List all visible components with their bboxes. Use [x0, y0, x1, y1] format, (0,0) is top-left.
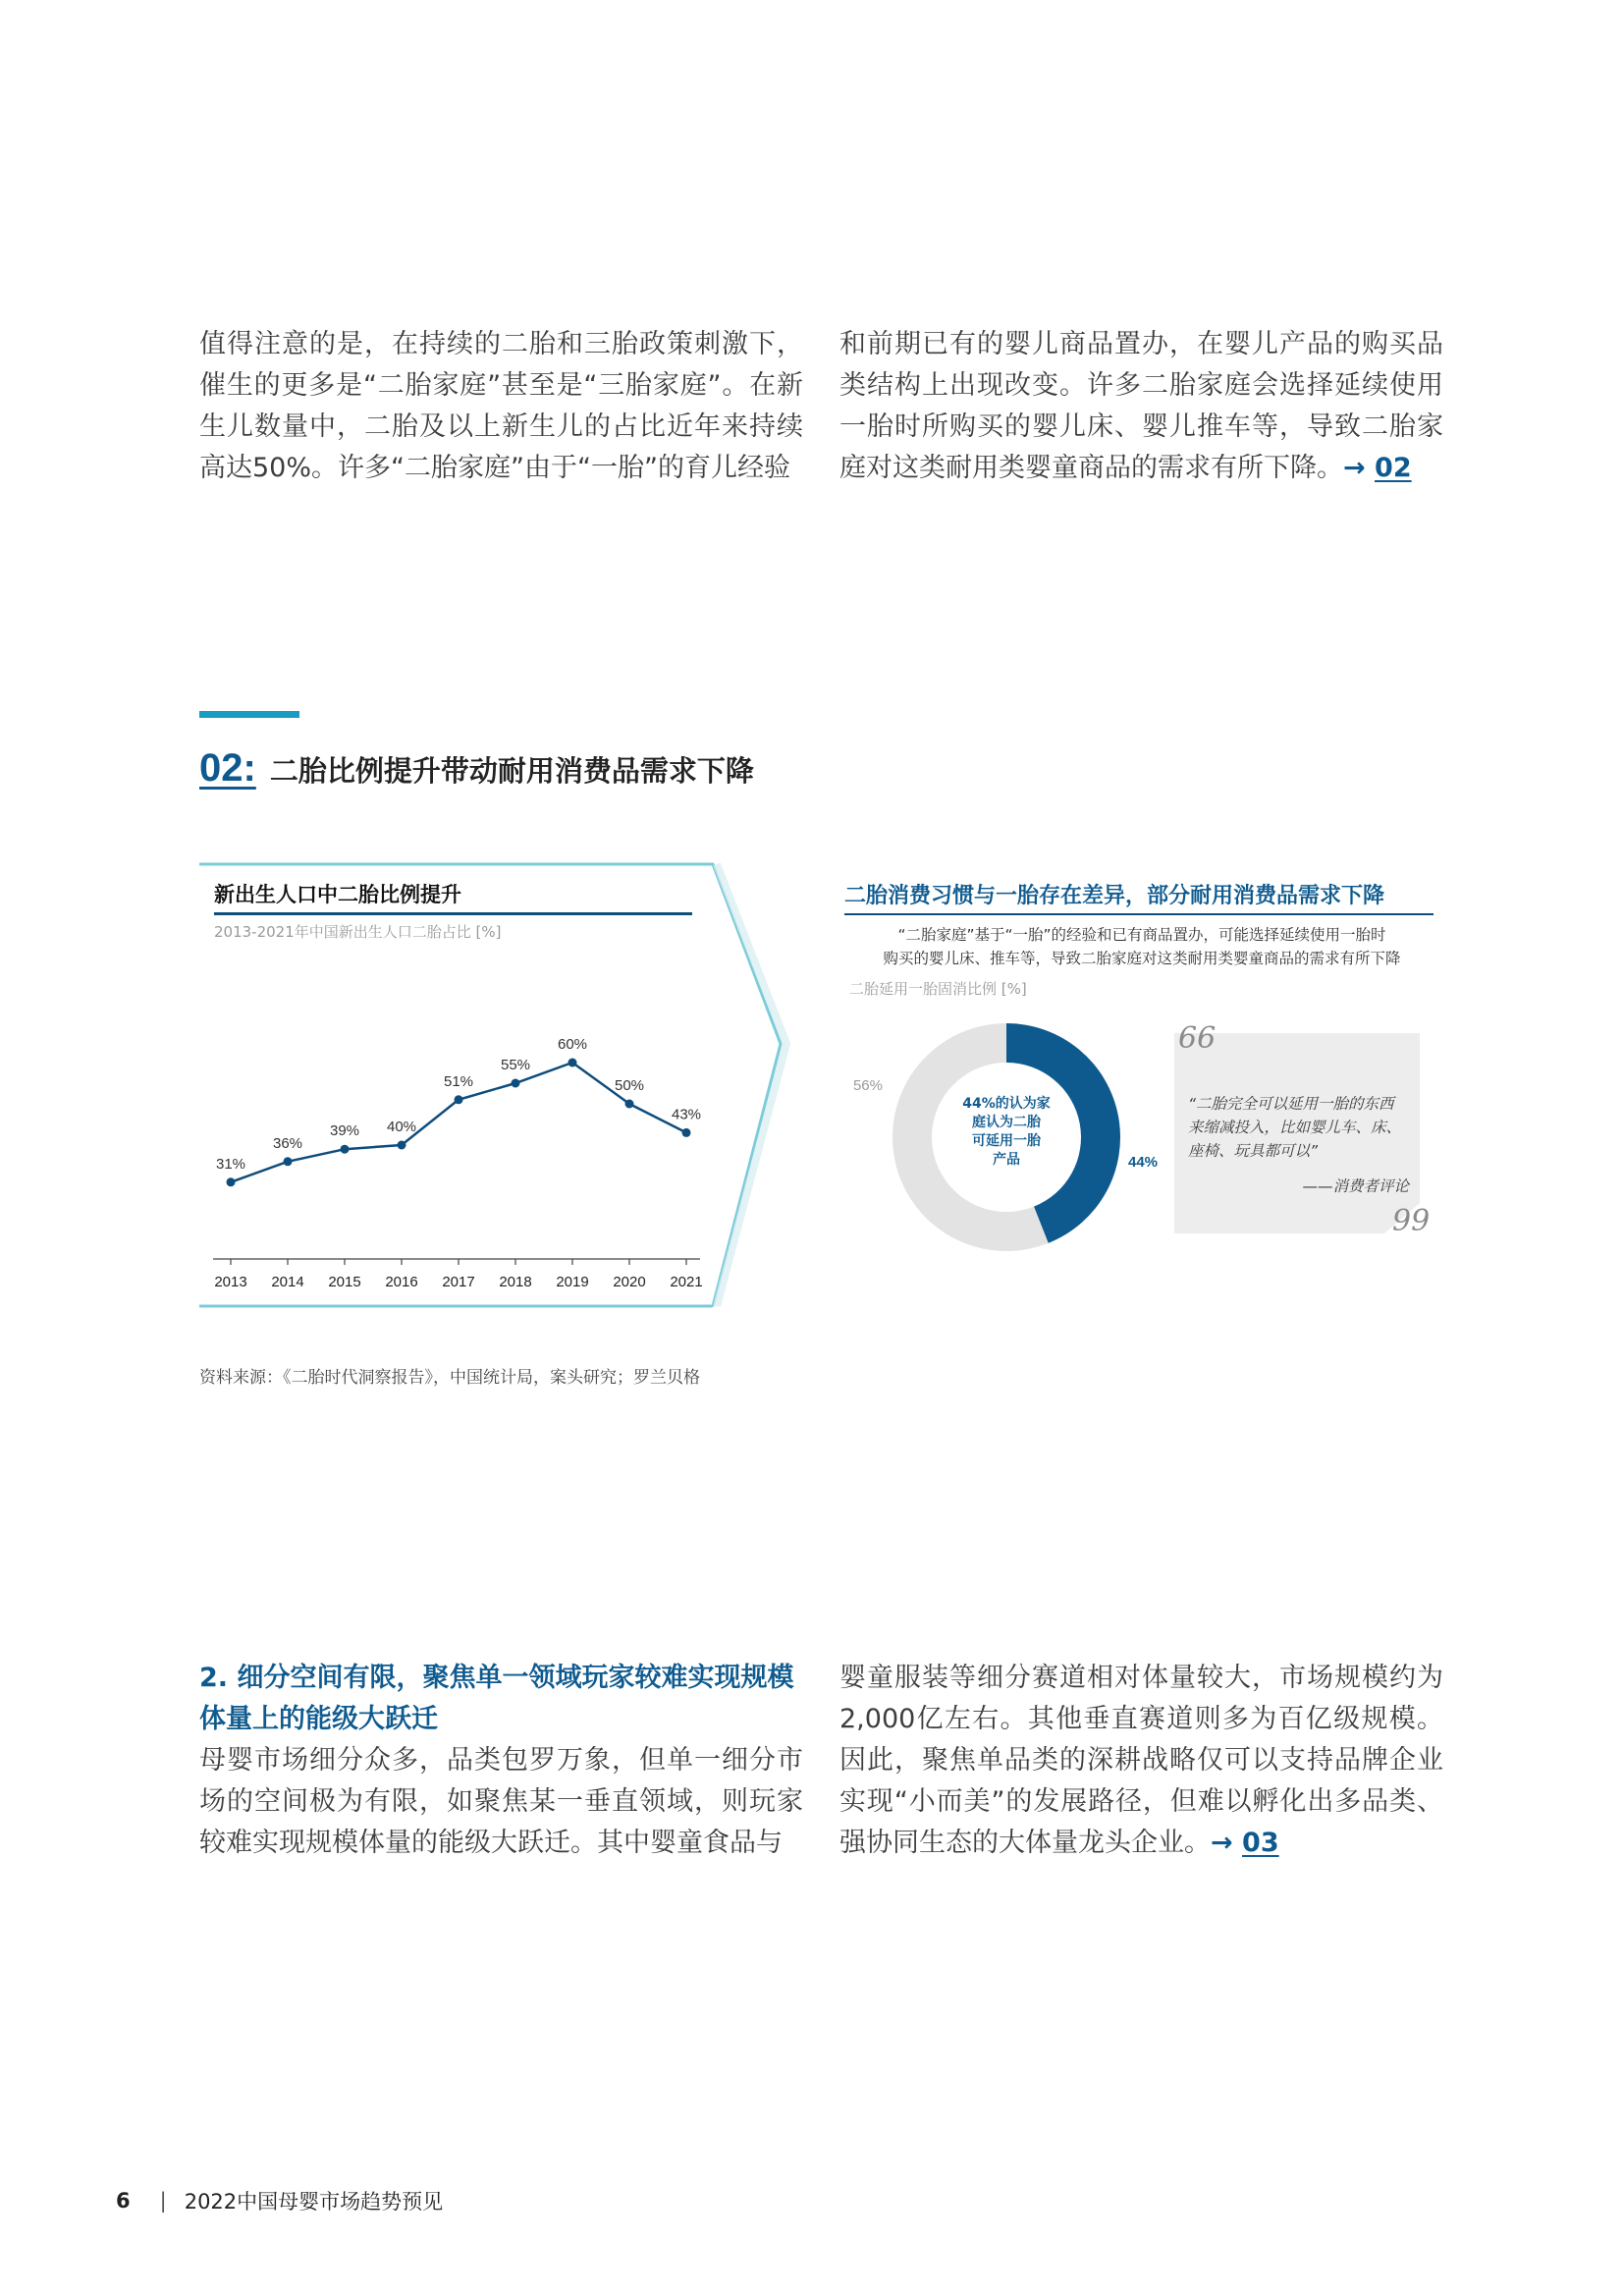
data-point: [341, 1145, 350, 1154]
line-chart: [199, 943, 730, 1296]
x-tick-label: 2015: [328, 1274, 361, 1290]
data-point: [398, 1141, 406, 1150]
data-point: [625, 1100, 634, 1109]
subsection-heading: 2. 细分空间有限，聚焦单一领域玩家较难实现规模体量上的能级大跃迁: [199, 1663, 794, 1734]
arrow-right-icon: →: [1343, 453, 1366, 483]
intro-paragraph-right: [839, 324, 1443, 489]
data-label: 60%: [557, 1036, 588, 1053]
donut-panel-title: 二胎消费习惯与一胎存在差异，部分耐用消费品需求下降: [844, 884, 1385, 908]
data-label: 36%: [272, 1134, 303, 1152]
footer-title: 2022中国母婴市场趋势预见: [184, 2190, 444, 2214]
donut-center-text: 庭认为二胎: [972, 1115, 1041, 1130]
intro-left-text: 值得注意的是，在持续的二胎和三胎政策刺激下，催生的更多是“二胎家庭”甚至是“三胎家庭”。在新生儿数量中，二胎及以上新生儿的占比近年来持续高达50%。许多“二胎家庭”由于“一胎”的育儿经验: [199, 329, 803, 483]
page-footer: [116, 2186, 443, 2215]
intro-paragraph-left: [199, 324, 803, 489]
line-chart-subtitle: 2013-2021年中国新出生人口二胎占比 [%]: [214, 923, 502, 941]
x-tick-label: 2016: [385, 1274, 418, 1290]
section-title: 二胎比例提升带动耐用消费品需求下降: [269, 754, 754, 788]
link-label: 03: [1242, 1828, 1279, 1858]
donut-label-primary: 44%: [1128, 1154, 1159, 1171]
section-heading: [199, 746, 754, 797]
x-tick-label: 2017: [442, 1274, 475, 1290]
intro-right-text: 和前期已有的婴儿商品置办，在婴儿产品的购买品类结构上出现改变。许多二胎家庭会选择延续使用一胎时所购买的婴儿床、婴儿推车等，导致二胎家庭对这类耐用类婴童商品的需求有所下降。: [839, 329, 1443, 483]
line-chart-title: 新出生人口中二胎比例提升: [214, 883, 461, 906]
data-label: 55%: [500, 1057, 531, 1073]
data-label: 43%: [671, 1106, 702, 1123]
section2-paragraph-left: [199, 1740, 803, 1864]
section2-right-text: 婴童服装等细分赛道相对体量较大，市场规模约为2,000亿左右。其他垂直赛道则多为百亿级规模。因此，聚焦单品类的深耕战略仅可以支持品牌企业实现“小而美”的发展路径，但难以孵化出多品类、强协同生态的大体量龙头企业。: [839, 1663, 1443, 1858]
section-number: 02:: [199, 746, 256, 790]
data-label: 39%: [329, 1122, 360, 1140]
quote-attribution: ——消费者评论: [1302, 1177, 1409, 1195]
x-tick-label: 2020: [613, 1274, 646, 1290]
x-tick-label: 2021: [670, 1274, 703, 1290]
data-point: [512, 1079, 520, 1088]
donut-center-text: 产品: [993, 1152, 1020, 1168]
link-label: 02: [1375, 453, 1412, 483]
quote-text: “二胎完全可以延用一胎的东西来缩减投入，比如婴儿车、床、座椅、玩具都可以”: [1188, 1095, 1402, 1160]
donut-panel-rule: [844, 913, 1434, 915]
description-line: 购买的婴儿床、推车等，导致二胎家庭对这类耐用类婴童商品的需求有所下降: [883, 950, 1401, 967]
data-label: 31%: [215, 1155, 246, 1173]
source-note: 资料来源：《二胎时代洞察报告》，中国统计局，案头研究；罗兰贝格: [199, 1368, 700, 1388]
data-point: [455, 1095, 463, 1104]
footer-separator: |: [159, 2189, 167, 2213]
data-point: [227, 1177, 236, 1186]
section-link-03[interactable]: [1211, 1828, 1279, 1858]
x-tick-label: 2013: [214, 1274, 247, 1290]
donut-panel-description: [852, 923, 1432, 970]
data-point: [682, 1128, 691, 1137]
arrow-right-icon: →: [1211, 1828, 1233, 1858]
x-tick-label: 2018: [499, 1274, 532, 1290]
donut-center-text: 可延用一胎: [972, 1133, 1041, 1149]
section2-paragraph-right: [839, 1658, 1443, 1864]
data-point: [284, 1157, 293, 1166]
donut-chart: [844, 1011, 1159, 1267]
section-link-02[interactable]: [1343, 453, 1412, 483]
line-chart-title-rule: [214, 912, 692, 915]
open-quote-icon: 66: [1178, 1021, 1217, 1056]
x-tick-label: 2019: [556, 1274, 589, 1290]
x-tick-label: 2014: [271, 1274, 304, 1290]
data-label: 50%: [614, 1077, 645, 1094]
description-line: “二胎家庭”基于“一胎”的经验和已有商品置办，可能选择延续使用一胎时: [897, 926, 1386, 944]
section-accent-rule: [199, 711, 299, 718]
data-label: 40%: [386, 1119, 417, 1135]
donut-chart-subtitle: 二胎延用一胎固消比例 [%]: [849, 980, 1027, 998]
data-point: [568, 1059, 577, 1067]
close-quote-icon: 99: [1392, 1204, 1431, 1238]
section2-left-text: 母婴市场细分众多，品类包罗万象，但单一细分市场的空间极为有限，如聚焦某一垂直领域，则玩家较难实现规模体量的能级大跃迁。其中婴童食品与: [199, 1745, 803, 1858]
donut-label-other: 56%: [852, 1077, 883, 1094]
page-number: 6: [116, 2189, 131, 2213]
donut-center-text: 44%的认为家: [962, 1096, 1051, 1112]
data-label: 51%: [443, 1072, 474, 1090]
